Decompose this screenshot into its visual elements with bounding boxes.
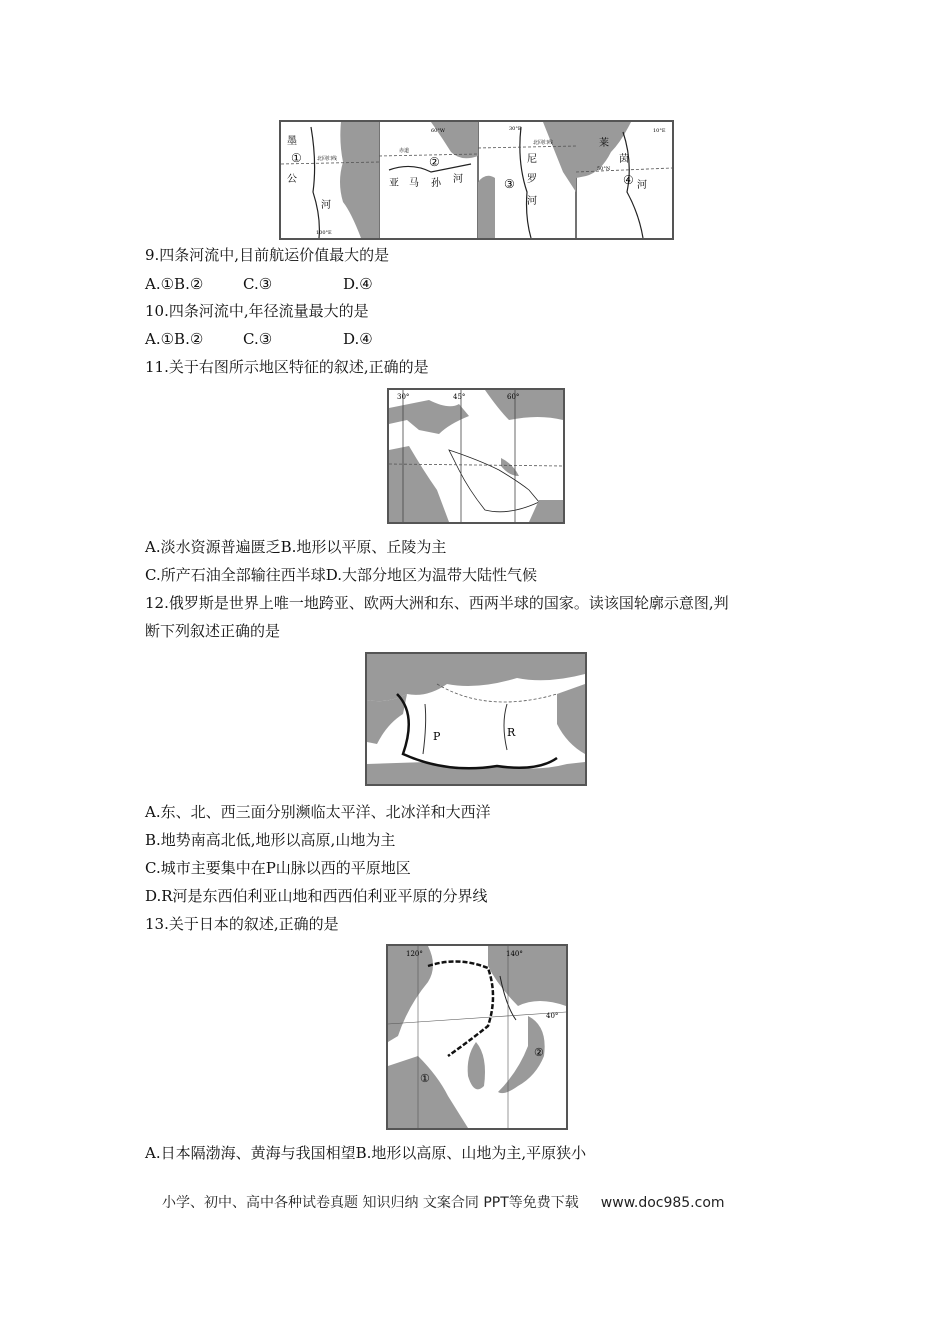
panel2-char4: 河 xyxy=(453,174,463,185)
me-lon-60: 60° xyxy=(507,393,520,401)
northeast-asia-map xyxy=(386,944,568,1130)
q10-option-c: C.③ xyxy=(243,330,273,348)
panel1-char3: 河 xyxy=(321,200,331,211)
question-9-options xyxy=(145,274,373,294)
question-11-stem: 11.关于右图所示地区特征的叙述,正确的是 xyxy=(145,358,429,376)
panel1-label: ① xyxy=(291,151,302,165)
q10-option-ab: A.①B.② xyxy=(145,330,204,348)
question-12-option-c: C.城市主要集中在P山脉以西的平原地区 xyxy=(145,859,411,877)
panel4-char2: 茵 xyxy=(619,154,629,165)
q9-option-d: D.④ xyxy=(343,275,373,293)
question-12-stem-line2: 断下列叙述正确的是 xyxy=(145,622,281,640)
footer-url[interactable]: www.doc985.com xyxy=(600,1195,725,1211)
panel4-lat-label: 50°N xyxy=(597,166,611,172)
question-11-options-line2: C.所产石油全部输往西半球D.大部分地区为温带大陆性气候 xyxy=(145,566,537,584)
panel1-char2: 公 xyxy=(287,174,297,185)
middle-east-map xyxy=(387,388,565,524)
me-lon-45: 45° xyxy=(453,393,466,401)
ne-asia-label-2: ② xyxy=(534,1046,544,1059)
panel1-lon-label: 100°E xyxy=(316,230,332,236)
question-12-option-b: B.地势南高北低,地形以高原,山地为主 xyxy=(145,831,396,849)
q10-option-d: D.④ xyxy=(343,330,373,348)
russia-map xyxy=(365,652,587,786)
me-lon-30: 30° xyxy=(397,393,410,401)
footer-text: 小学、初中、高中各种试卷真题 知识归纳 文案合同 PPT等免费下载 xyxy=(162,1195,579,1211)
panel4-lon-label: 10°E xyxy=(653,128,666,134)
panel3-char1: 尼 xyxy=(527,154,537,165)
panel2-char1: 亚 xyxy=(389,178,399,189)
question-12-option-d: D.R河是东西伯利亚山地和西西伯利亚平原的分界线 xyxy=(145,887,488,905)
ne-asia-lon-140: 140° xyxy=(506,950,523,958)
northeast-asia-svg xyxy=(388,946,566,1128)
panel1-tropic-label: 北回归线 xyxy=(317,156,338,162)
page-footer xyxy=(162,1192,725,1212)
panel1-char1: 墨 xyxy=(287,136,297,147)
panel3-label: ③ xyxy=(504,177,515,191)
panel4-label: ④ xyxy=(623,173,634,187)
ne-asia-lon-120: 120° xyxy=(406,950,423,958)
river-maps-figure xyxy=(279,120,674,240)
question-13-stem: 13.关于日本的叙述,正确的是 xyxy=(145,915,339,933)
panel2-equator-label: 赤道 xyxy=(399,148,410,154)
panel3-lon-label: 30°E xyxy=(509,126,522,132)
q9-option-ab: A.①B.② xyxy=(145,275,204,293)
panel2-char2: 马 xyxy=(409,178,419,189)
ne-asia-label-1: ① xyxy=(420,1072,430,1085)
russia-label-r: R xyxy=(507,726,516,739)
question-9-stem: 9.四条河流中,目前航运价值最大的是 xyxy=(145,246,390,264)
panel3-tropic-label: 北回归线 xyxy=(533,140,554,146)
ne-asia-lat-40: 40° xyxy=(546,1012,559,1020)
question-12-option-a: A.东、北、西三面分别濒临太平洋、北冰洋和大西洋 xyxy=(145,803,491,821)
panel2-lon-label: 60°W xyxy=(431,128,446,134)
panel4-char3: 河 xyxy=(637,180,647,191)
river-maps-svg xyxy=(281,122,672,238)
panel2-char3: 孙 xyxy=(431,178,441,189)
russia-svg xyxy=(367,654,585,784)
question-10-stem: 10.四条河流中,年径流量最大的是 xyxy=(145,302,369,320)
question-13-options-line1: A.日本隔渤海、黄海与我国相望B.地形以高原、山地为主,平原狭小 xyxy=(145,1144,587,1162)
panel3-char2: 罗 xyxy=(527,174,537,185)
panel3-char3: 河 xyxy=(527,196,537,207)
q9-option-c: C.③ xyxy=(243,275,273,293)
panel4-char1: 莱 xyxy=(599,138,609,149)
question-11-options-line1: A.淡水资源普遍匮乏B.地形以平原、丘陵为主 xyxy=(145,538,447,556)
russia-label-p: P xyxy=(433,730,441,743)
question-10-options xyxy=(145,329,373,349)
question-12-stem-line1: 12.俄罗斯是世界上唯一地跨亚、欧两大洲和东、西两半球的国家。读该国轮廓示意图,判 xyxy=(145,594,729,612)
middle-east-svg xyxy=(389,390,563,522)
panel2-label: ② xyxy=(429,155,440,169)
